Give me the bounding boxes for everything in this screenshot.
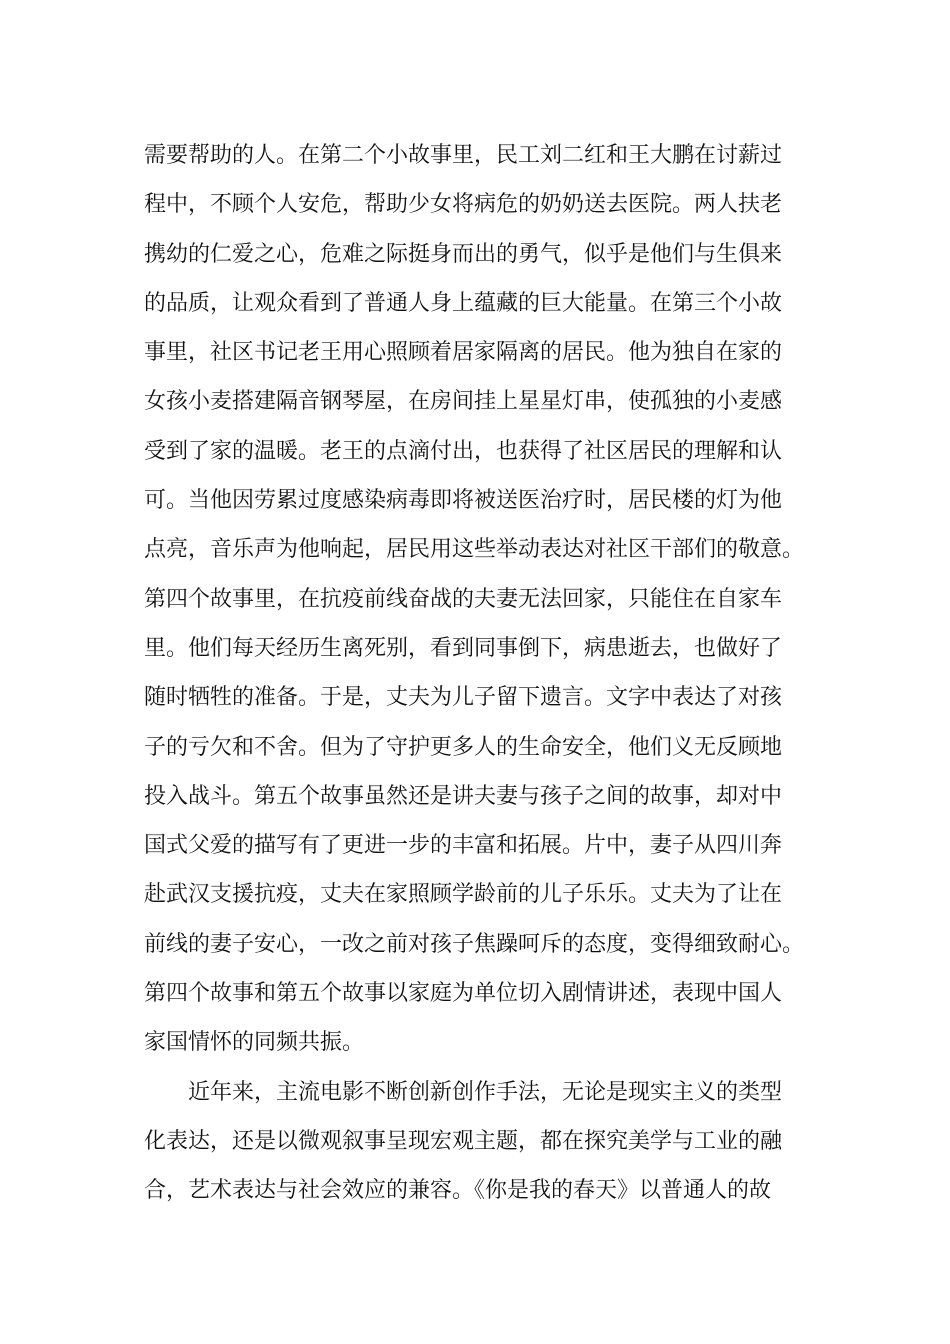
body-text xyxy=(144,131,824,1216)
text-line: 第四个故事和第五个故事以家庭为单位切入剧情讲述，表现中国人 xyxy=(144,981,783,1007)
text-line: 家国情怀的同频共振。 xyxy=(144,1030,365,1056)
text-line: 受到了家的温暖。老王的点滴付出，也获得了社区居民的理解和认 xyxy=(144,438,783,464)
text-line: 国式父爱的描写有了更进一步的丰富和拓展。片中，妻子从四川奔 xyxy=(144,833,783,859)
text-line: 女孩小麦搭建隔音钢琴屋，在房间挂上星星灯串，使孤独的小麦感 xyxy=(144,389,783,415)
text-line: 里。他们每天经历生离死别，看到同事倒下，病患逝去，也做好了 xyxy=(144,635,783,661)
text-line: 的品质，让观众看到了普通人身上蕴藏的巨大能量。在第三个小故 xyxy=(144,290,783,316)
text-line: 赴武汉支援抗疫，丈夫在家照顾学龄前的儿子乐乐。丈夫为了让在 xyxy=(144,882,783,908)
text-line: 随时牺牲的准备。于是，丈夫为儿子留下遗言。文字中表达了对孩 xyxy=(144,685,783,711)
paragraph-first-line: 近年来，主流电影不断创新创作手法，无论是现实主义的类型 xyxy=(188,1079,783,1105)
text-line: 化表达，还是以微观叙事呈现宏观主题，都在探究美学与工业的融 xyxy=(144,1128,783,1154)
text-line: 携幼的仁爱之心，危难之际挺身而出的勇气，似乎是他们与生俱来 xyxy=(144,241,783,267)
text-line: 需要帮助的人。在第二个小故事里，民工刘二红和王大鹏在讨薪过 xyxy=(144,143,783,168)
text-line: 事里，社区书记老王用心照顾着居家隔离的居民。他为独自在家的 xyxy=(144,340,783,366)
text-line: 子的亏欠和不舍。但为了守护更多人的生命安全，他们义无反顾地 xyxy=(144,734,783,760)
text-line: 第四个故事里，在抗疫前线奋战的夫妻无法回家，只能住在自家车 xyxy=(144,586,783,612)
text-line: 投入战斗。第五个故事虽然还是讲夫妻与孩子之间的故事，却对中 xyxy=(144,783,783,809)
text-line: 可。当他因劳累过度感染病毒即将被送医治疗时，居民楼的灯为他 xyxy=(144,488,783,514)
text-line: 前线的妻子安心，一改之前对孩子焦躁呵斥的态度，变得细致耐心。 xyxy=(144,931,805,957)
text-line: 合，艺术表达与社会效应的兼容。《你是我的春天》以普通人的故 xyxy=(144,1178,772,1204)
text-line: 点亮，音乐声为他响起，居民用这些举动表达对社区干部们的敬意。 xyxy=(144,537,805,563)
text-line: 程中，不顾个人安危，帮助少女将病危的奶奶送去医院。两人扶老 xyxy=(144,192,783,218)
